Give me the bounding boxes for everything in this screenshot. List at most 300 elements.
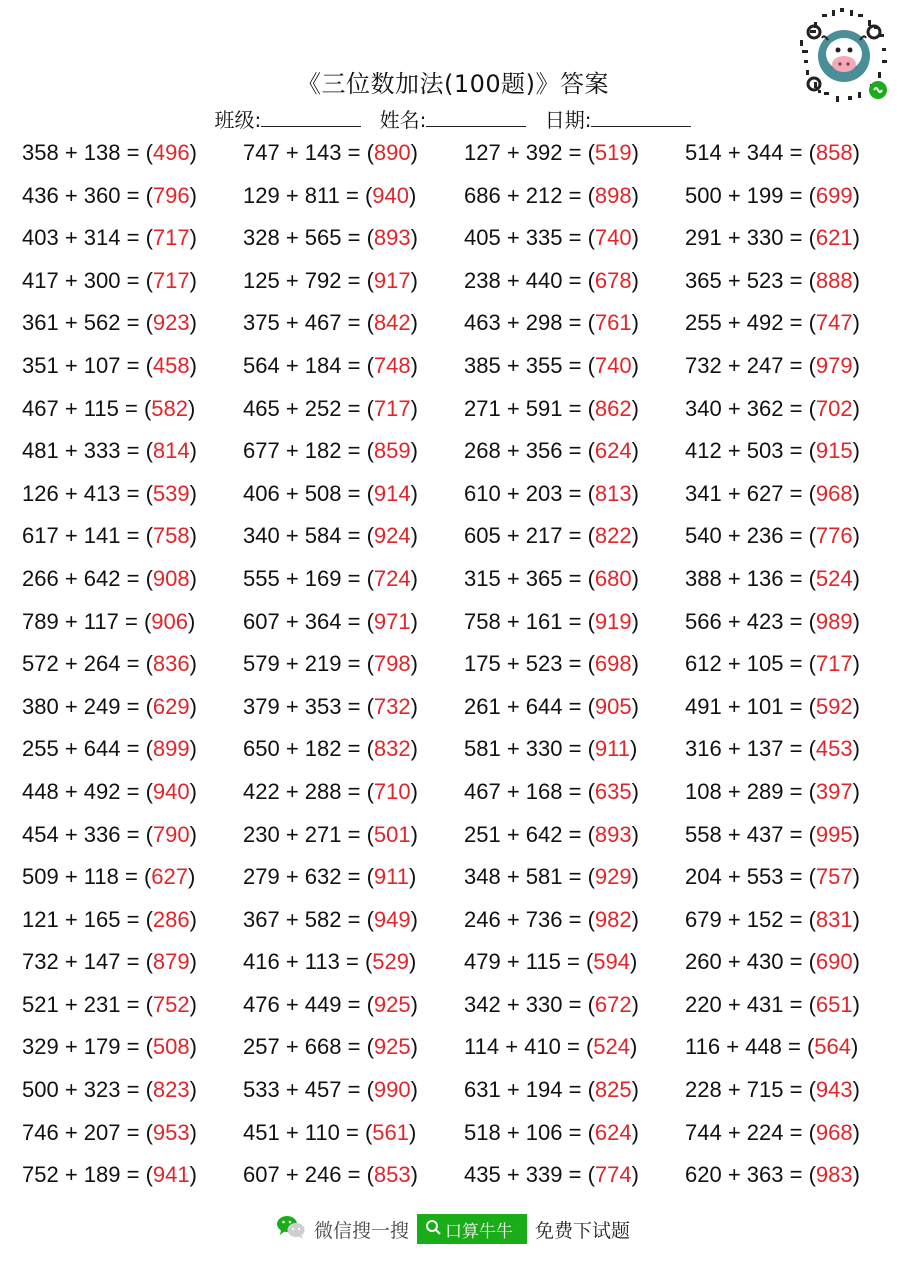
answer: 798	[373, 651, 411, 677]
addend-a: 403	[22, 225, 59, 251]
addend-a: 518	[464, 1119, 501, 1145]
addition-problem: 351 + 107 = (458)	[22, 352, 197, 378]
addend-a: 416	[243, 949, 280, 975]
answer: 758	[152, 523, 190, 549]
addition-problem: 114 + 410 = (524)	[464, 1034, 638, 1060]
addition-problem: 291 + 330 = (621)	[685, 225, 860, 251]
addend-a: 406	[243, 480, 280, 506]
addend-a: 533	[243, 1077, 280, 1103]
addition-problem: 572 + 264 = (836)	[22, 651, 197, 677]
addend-b: 189	[83, 1162, 121, 1188]
addend-b: 339	[525, 1162, 563, 1188]
addition-problem: 579 + 219 = (798)	[243, 651, 418, 677]
addend-b: 430	[746, 949, 784, 975]
addend-a: 451	[243, 1119, 280, 1145]
addend-b: 141	[83, 523, 121, 549]
addition-problem: 121 + 165 = (286)	[22, 906, 197, 932]
answer: 982	[594, 906, 632, 932]
addend-a: 238	[464, 267, 501, 293]
addend-a: 463	[464, 310, 501, 336]
answer: 890	[373, 140, 411, 165]
answer: 859	[373, 438, 411, 464]
addend-b: 736	[525, 906, 563, 932]
addition-problem: 340 + 584 = (924)	[243, 523, 418, 549]
answer: 822	[594, 523, 632, 549]
addition-problem: 744 + 224 = (968)	[685, 1119, 860, 1145]
addend-a: 361	[22, 310, 59, 336]
answer: 836	[152, 651, 190, 677]
addition-problem: 405 + 335 = (740)	[464, 225, 639, 251]
addition-problem: 268 + 356 = (624)	[464, 438, 639, 464]
addend-a: 340	[685, 395, 722, 421]
addend-b: 492	[83, 778, 121, 804]
addend-b: 143	[304, 140, 342, 165]
addend-b: 182	[304, 736, 342, 762]
addition-problem: 261 + 644 = (905)	[464, 693, 639, 719]
addition-problem: 279 + 632 = (911)	[243, 864, 417, 890]
addend-b: 298	[525, 310, 563, 336]
addend-a: 521	[22, 991, 59, 1017]
addend-b: 101	[746, 693, 784, 719]
addend-b: 182	[304, 438, 342, 464]
addend-b: 138	[83, 140, 121, 165]
answer: 893	[594, 821, 632, 847]
addend-a: 329	[22, 1034, 59, 1060]
addend-a: 228	[685, 1077, 722, 1103]
answer: 458	[152, 352, 190, 378]
addend-b: 392	[525, 140, 563, 165]
addend-a: 732	[22, 949, 59, 975]
addend-a: 108	[685, 778, 722, 804]
addition-problem: 518 + 106 = (624)	[464, 1119, 639, 1145]
answer: 929	[594, 864, 632, 890]
wechat-icon	[276, 1214, 306, 1245]
answer: 924	[373, 523, 411, 549]
addend-a: 686	[464, 182, 501, 208]
addend-b: 565	[304, 225, 342, 251]
addend-a: 204	[685, 864, 722, 890]
addition-problem: 465 + 252 = (717)	[243, 395, 418, 421]
addend-a: 476	[243, 991, 280, 1017]
answer: 702	[815, 395, 853, 421]
addend-b: 715	[746, 1077, 784, 1103]
addend-a: 246	[464, 906, 501, 932]
answer: 898	[594, 182, 632, 208]
addend-b: 336	[83, 821, 121, 847]
addend-b: 523	[525, 651, 563, 677]
answer: 752	[152, 991, 190, 1017]
answer: 842	[373, 310, 411, 336]
addition-problem: 379 + 353 = (732)	[243, 693, 418, 719]
addend-b: 136	[746, 565, 784, 591]
answer: 286	[152, 906, 190, 932]
addend-a: 271	[464, 395, 501, 421]
addition-problem: 266 + 642 = (908)	[22, 565, 197, 591]
addend-a: 388	[685, 565, 722, 591]
addend-a: 732	[685, 352, 722, 378]
answer: 519	[594, 140, 632, 165]
addition-problem: 108 + 289 = (397)	[685, 778, 860, 804]
addition-problem: 540 + 236 = (776)	[685, 523, 860, 549]
search-badge	[417, 1214, 527, 1244]
addend-b: 364	[304, 608, 342, 634]
addend-a: 175	[464, 651, 501, 677]
addend-a: 116	[685, 1034, 721, 1060]
answer: 453	[815, 736, 853, 762]
addend-a: 650	[243, 736, 280, 762]
addend-b: 365	[525, 565, 563, 591]
addition-problem: 514 + 344 = (858)	[685, 140, 860, 165]
addition-problem: 406 + 508 = (914)	[243, 480, 418, 506]
addend-a: 260	[685, 949, 722, 975]
answer: 592	[815, 693, 853, 719]
addition-problem: 126 + 413 = (539)	[22, 480, 197, 506]
addition-problem: 388 + 136 = (524)	[685, 565, 860, 591]
answer: 813	[594, 480, 632, 506]
addend-a: 540	[685, 523, 722, 549]
addend-a: 752	[22, 1162, 59, 1188]
addend-a: 114	[464, 1034, 500, 1060]
addend-b: 113	[304, 949, 340, 975]
addition-problem: 385 + 355 = (740)	[464, 352, 639, 378]
addend-b: 642	[525, 821, 563, 847]
addend-b: 363	[746, 1162, 784, 1188]
addition-problem: 435 + 339 = (774)	[464, 1162, 639, 1188]
addition-problem: 260 + 430 = (690)	[685, 949, 860, 975]
name-blank	[426, 108, 526, 127]
addend-a: 491	[685, 693, 722, 719]
addend-b: 199	[746, 182, 784, 208]
addend-a: 579	[243, 651, 280, 677]
addend-b: 330	[746, 225, 784, 251]
addend-a: 316	[685, 736, 722, 762]
addend-b: 582	[304, 906, 342, 932]
addition-problem: 228 + 715 = (943)	[685, 1077, 860, 1103]
addend-a: 422	[243, 778, 280, 804]
addition-problem: 500 + 199 = (699)	[685, 182, 860, 208]
addend-a: 465	[243, 395, 280, 421]
answer: 740	[594, 225, 632, 251]
addend-b: 314	[83, 225, 121, 251]
addend-b: 457	[304, 1077, 342, 1103]
addend-a: 341	[685, 480, 722, 506]
addend-b: 330	[525, 991, 563, 1017]
wechat-search-text: 微信搜一搜	[313, 1219, 409, 1242]
addend-a: 328	[243, 225, 280, 251]
addend-a: 448	[22, 778, 59, 804]
addition-problem: 315 + 365 = (680)	[464, 565, 639, 591]
addend-a: 467	[22, 395, 59, 421]
addition-problem: 476 + 449 = (925)	[243, 991, 418, 1017]
answer: 747	[815, 310, 853, 336]
answer: 717	[152, 225, 190, 251]
search-keyword: 口算牛牛	[445, 1221, 513, 1242]
answer: 905	[594, 693, 632, 719]
addend-b: 335	[525, 225, 563, 251]
answer: 796	[152, 182, 190, 208]
addend-b: 591	[525, 395, 563, 421]
addition-problem: 454 + 336 = (790)	[22, 821, 197, 847]
answer: 949	[373, 906, 411, 932]
addend-a: 367	[243, 906, 280, 932]
answer: 914	[373, 480, 411, 506]
answer: 879	[152, 949, 190, 975]
addition-problem: 341 + 627 = (968)	[685, 480, 860, 506]
addend-b: 224	[746, 1119, 784, 1145]
addend-a: 121	[22, 906, 59, 932]
addend-a: 255	[22, 736, 59, 762]
addend-b: 330	[525, 736, 563, 762]
addend-a: 746	[22, 1119, 59, 1145]
addition-problem: 251 + 642 = (893)	[464, 821, 639, 847]
class-field	[215, 104, 362, 133]
answer: 858	[815, 140, 853, 165]
answer: 624	[594, 438, 632, 464]
addition-problem: 175 + 523 = (698)	[464, 651, 639, 677]
addition-problem: 328 + 565 = (893)	[243, 225, 418, 251]
addend-b: 553	[746, 864, 784, 890]
addend-b: 179	[83, 1034, 121, 1060]
addition-problem: 610 + 203 = (813)	[464, 480, 639, 506]
addition-problem: 361 + 562 = (923)	[22, 310, 197, 336]
addend-b: 449	[304, 991, 342, 1017]
answer: 925	[373, 991, 411, 1017]
addend-a: 605	[464, 523, 501, 549]
addend-b: 165	[83, 906, 121, 932]
addition-problem: 238 + 440 = (678)	[464, 267, 639, 293]
addition-problem: 789 + 117 = (906)	[22, 608, 196, 634]
addition-problem: 375 + 467 = (842)	[243, 310, 418, 336]
addition-problem: 436 + 360 = (796)	[22, 182, 197, 208]
addend-a: 454	[22, 821, 59, 847]
addend-a: 380	[22, 693, 59, 719]
problem-grid	[22, 132, 886, 1197]
addend-a: 677	[243, 438, 280, 464]
addition-problem: 467 + 115 = (582)	[22, 395, 196, 421]
answer: 524	[593, 1034, 630, 1060]
answer: 940	[152, 778, 190, 804]
addend-a: 261	[464, 693, 501, 719]
addend-b: 492	[746, 310, 784, 336]
addend-b: 212	[525, 182, 563, 208]
answer: 761	[594, 310, 632, 336]
addend-b: 246	[304, 1162, 342, 1188]
answer: 888	[815, 267, 853, 293]
answer: 971	[373, 608, 411, 634]
addend-a: 375	[243, 310, 280, 336]
addend-b: 632	[304, 864, 342, 890]
answer: 995	[815, 821, 853, 847]
answer: 941	[152, 1162, 190, 1188]
answer: 983	[815, 1162, 853, 1188]
addend-b: 644	[83, 736, 121, 762]
addition-problem: 316 + 137 = (453)	[685, 736, 860, 762]
answer: 496	[152, 140, 190, 165]
answer: 564	[814, 1034, 851, 1060]
addition-problem: 342 + 330 = (672)	[464, 991, 639, 1017]
addend-a: 500	[685, 182, 722, 208]
answer: 690	[815, 949, 853, 975]
addend-b: 117	[83, 608, 119, 634]
addend-b: 503	[746, 438, 784, 464]
addend-b: 288	[304, 778, 342, 804]
addition-problem: 491 + 101 = (592)	[685, 693, 860, 719]
addend-b: 362	[746, 395, 784, 421]
addition-problem: 631 + 194 = (825)	[464, 1077, 639, 1103]
addend-b: 300	[83, 267, 121, 293]
answer: 698	[594, 651, 632, 677]
addend-a: 436	[22, 182, 59, 208]
addition-problem: 732 + 247 = (979)	[685, 352, 860, 378]
answer: 790	[152, 821, 190, 847]
answer: 862	[594, 395, 632, 421]
answer: 825	[594, 1077, 632, 1103]
addend-a: 348	[464, 864, 501, 890]
addition-problem: 620 + 363 = (983)	[685, 1162, 860, 1188]
addition-problem: 255 + 644 = (899)	[22, 736, 197, 762]
addend-a: 744	[685, 1119, 722, 1145]
answer: 906	[151, 608, 188, 634]
addend-b: 356	[525, 438, 563, 464]
addend-a: 291	[685, 225, 722, 251]
addend-b: 562	[83, 310, 121, 336]
addend-a: 251	[464, 821, 501, 847]
answer: 732	[373, 693, 411, 719]
addend-a: 555	[243, 565, 280, 591]
addition-problem: 566 + 423 = (989)	[685, 608, 860, 634]
addend-b: 118	[83, 864, 119, 890]
date-field	[545, 104, 692, 133]
addition-problem: 329 + 179 = (508)	[22, 1034, 197, 1060]
addend-b: 353	[304, 693, 342, 719]
answer: 624	[594, 1119, 632, 1145]
addition-problem: 607 + 364 = (971)	[243, 608, 418, 634]
answer: 776	[815, 523, 853, 549]
addend-b: 169	[304, 565, 342, 591]
addition-problem: 416 + 113 = (529)	[243, 949, 417, 975]
addition-problem: 403 + 314 = (717)	[22, 225, 197, 251]
addend-a: 351	[22, 352, 59, 378]
addend-b: 437	[746, 821, 784, 847]
addition-problem: 746 + 207 = (953)	[22, 1119, 197, 1145]
addition-problem: 479 + 115 = (594)	[464, 949, 638, 975]
answer: 740	[594, 352, 632, 378]
addend-a: 564	[243, 352, 280, 378]
addition-problem: 564 + 184 = (748)	[243, 352, 418, 378]
addition-problem: 448 + 492 = (940)	[22, 778, 197, 804]
answer: 582	[151, 395, 188, 421]
addition-problem: 555 + 169 = (724)	[243, 565, 418, 591]
answer: 627	[151, 864, 188, 890]
answer: 917	[373, 267, 411, 293]
answer: 911	[594, 736, 630, 762]
addend-a: 230	[243, 821, 280, 847]
addend-b: 194	[525, 1077, 563, 1103]
class-label: 班级:	[214, 108, 262, 132]
addend-b: 413	[83, 480, 121, 506]
addition-problem: 747 + 143 = (890)	[243, 140, 418, 165]
addend-b: 642	[83, 565, 121, 591]
answer: 717	[373, 395, 411, 421]
addend-b: 627	[746, 480, 784, 506]
addend-b: 110	[304, 1119, 340, 1145]
addend-b: 219	[304, 651, 342, 677]
addition-problem: 422 + 288 = (710)	[243, 778, 418, 804]
addition-problem: 230 + 271 = (501)	[243, 821, 418, 847]
addend-a: 315	[464, 565, 501, 591]
addition-problem: 365 + 523 = (888)	[685, 267, 860, 293]
addend-b: 644	[525, 693, 563, 719]
addend-a: 610	[464, 480, 501, 506]
answer: 710	[373, 778, 411, 804]
answer: 919	[594, 608, 632, 634]
addend-a: 340	[243, 523, 280, 549]
answer: 990	[373, 1077, 411, 1103]
addend-a: 558	[685, 821, 722, 847]
addition-problem: 412 + 503 = (915)	[685, 438, 860, 464]
answer: 831	[815, 906, 853, 932]
answer: 561	[372, 1119, 409, 1145]
name-field	[380, 104, 527, 133]
addend-b: 236	[746, 523, 784, 549]
answer: 672	[594, 991, 632, 1017]
addend-b: 147	[83, 949, 121, 975]
addition-problem: 380 + 249 = (629)	[22, 693, 197, 719]
addend-b: 323	[83, 1077, 121, 1103]
answer: 529	[372, 949, 409, 975]
answer: 923	[152, 310, 190, 336]
addend-a: 268	[464, 438, 501, 464]
addend-b: 105	[746, 651, 784, 677]
addend-a: 365	[685, 267, 722, 293]
page-title: 《三位数加法(100题)》答案	[296, 70, 610, 98]
info-line	[0, 104, 906, 133]
addend-a: 631	[464, 1077, 501, 1103]
addend-a: 417	[22, 267, 59, 293]
answer: 989	[815, 608, 853, 634]
addend-b: 115	[83, 395, 119, 421]
addition-problem: 558 + 437 = (995)	[685, 821, 860, 847]
addend-b: 249	[83, 693, 121, 719]
addend-a: 127	[464, 140, 501, 165]
addition-problem: 129 + 811 = (940)	[243, 182, 417, 208]
answer: 501	[373, 821, 411, 847]
answer: 717	[152, 267, 190, 293]
addition-problem: 481 + 333 = (814)	[22, 438, 197, 464]
addend-b: 467	[304, 310, 342, 336]
addend-b: 168	[525, 778, 563, 804]
addend-b: 106	[525, 1119, 563, 1145]
addend-b: 333	[83, 438, 121, 464]
addend-b: 448	[745, 1034, 782, 1060]
addend-a: 607	[243, 608, 280, 634]
addend-b: 252	[304, 395, 342, 421]
addition-problem: 246 + 736 = (982)	[464, 906, 639, 932]
answer: 594	[593, 949, 630, 975]
addend-a: 385	[464, 352, 501, 378]
addend-a: 412	[685, 438, 722, 464]
addition-problem: 417 + 300 = (717)	[22, 267, 197, 293]
addend-b: 203	[525, 480, 563, 506]
addition-problem: 607 + 246 = (853)	[243, 1162, 418, 1188]
addition-problem: 467 + 168 = (635)	[464, 778, 639, 804]
addend-a: 747	[243, 140, 280, 165]
addend-a: 758	[464, 608, 501, 634]
addend-b: 271	[304, 821, 342, 847]
addend-b: 668	[304, 1034, 342, 1060]
addition-problem: 257 + 668 = (925)	[243, 1034, 418, 1060]
addend-b: 811	[304, 182, 340, 208]
